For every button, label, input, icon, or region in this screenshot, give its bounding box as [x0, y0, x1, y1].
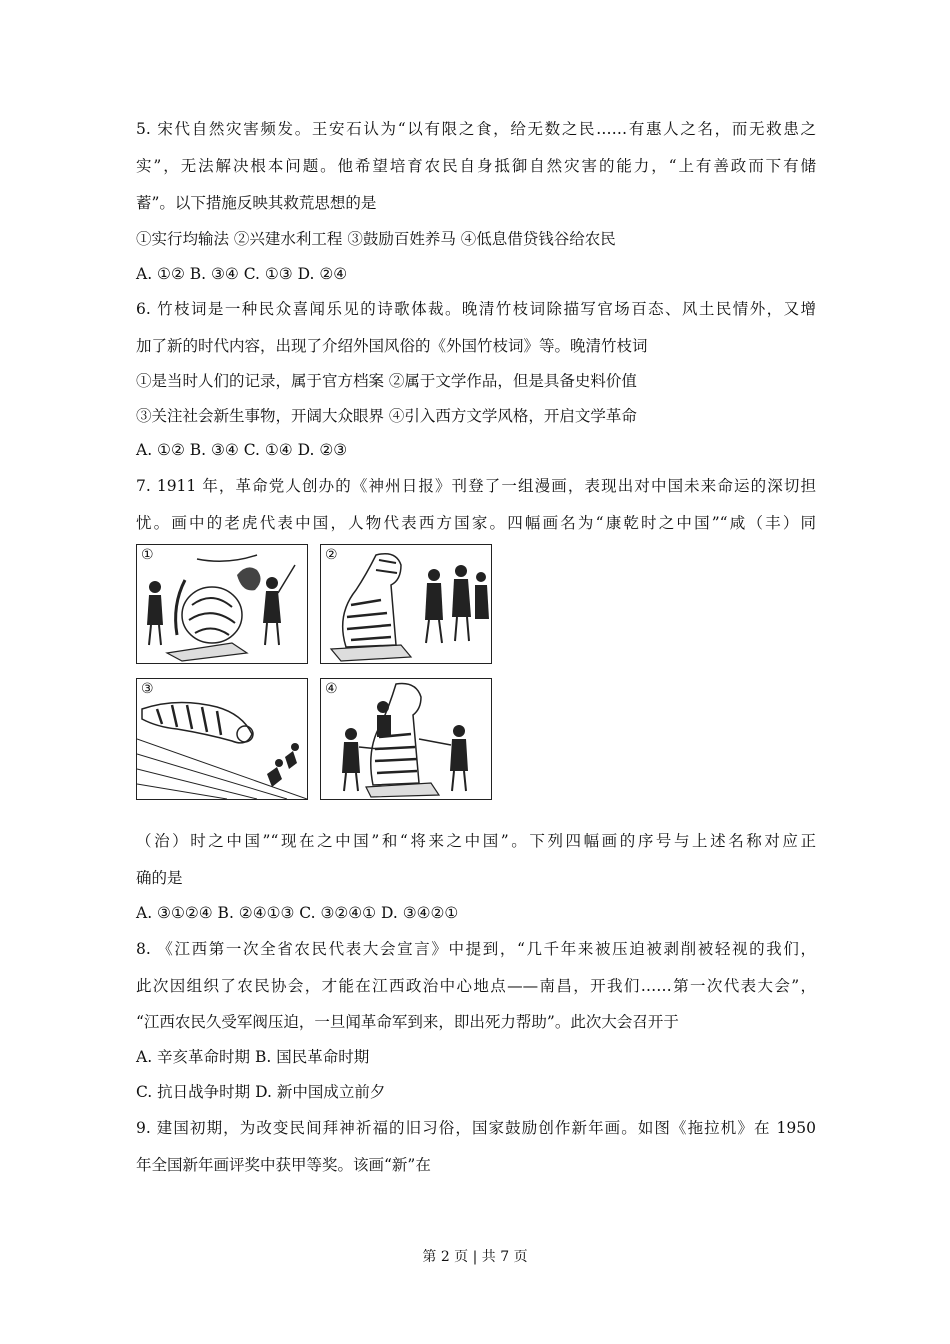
panel-number-2: ②	[325, 547, 338, 563]
page-footer: 第 2 页 | 共 7 页	[422, 1249, 528, 1265]
q7-options: A. ③①②④ B. ②④①③ C. ③②④① D. ③④②①	[136, 904, 459, 922]
q7-stem-line-1: 7. 1911 年，革命党人创办的《神州日报》刊登了一组漫画，表现出对中国未来命运的深切担	[136, 477, 816, 495]
q5-options: A. ①② B. ③④ C. ①③ D. ②④	[136, 265, 348, 283]
panel-number-4: ④	[325, 681, 338, 697]
q6-stem-line-1: 6. 竹枝词是一种民众喜闻乐见的诗歌体裁。晚清竹枝词除描写官场百态、风土民情外，又增	[136, 300, 816, 318]
panel-number-1: ①	[141, 547, 154, 563]
cartoon-panel-2	[320, 544, 492, 664]
q7-stem-line-4: 确的是	[136, 869, 183, 887]
q5-stem-line-1: 5. 宋代自然灾害频发。王安石认为“以有限之食，给无数之民……有惠人之名，而无救患之	[136, 120, 816, 138]
panel-4-illustration	[321, 679, 491, 799]
panel-1-illustration	[137, 545, 307, 663]
q6-options: A. ①② B. ③④ C. ①④ D. ②③	[136, 441, 348, 459]
q5-stem-line-3: 蓄”。以下措施反映其救荒思想的是	[136, 194, 377, 212]
q7-stem-line-2: 忧。画中的老虎代表中国，人物代表西方国家。四幅画名为“康乾时之中国”“咸（丰）同	[136, 514, 816, 532]
cartoon-panel-1	[136, 544, 308, 664]
cartoon-panel-3	[136, 678, 308, 800]
q8-stem-line-1: 8. 《江西第一次全省农民代表大会宣言》中提到，“几千年来被压迫被剥削被轻视的我们，	[136, 940, 816, 958]
q8-stem-line-3: “江西农民久受军阀压迫，一旦闻革命军到来，即出死力帮助”。此次大会召开于	[136, 1013, 679, 1031]
q9-stem-line-2: 年全国新年画评奖中获甲等奖。该画“新”在	[136, 1156, 431, 1174]
panel-number-3: ③	[141, 681, 154, 697]
q6-items-2: ③关注社会新生事物，开阔大众眼界 ④引入西方文学风格，开启文学革命	[136, 407, 637, 425]
q8-options-1: A. 辛亥革命时期 B. 国民革命时期	[136, 1048, 370, 1066]
cartoon-panel-4	[320, 678, 492, 800]
q6-items-1: ①是当时人们的记录，属于官方档案 ②属于文学作品，但是具备史料价值	[136, 372, 637, 390]
q8-options-2: C. 抗日战争时期 D. 新中国成立前夕	[136, 1083, 386, 1101]
panel-2-illustration	[321, 545, 491, 663]
q9-stem-line-1: 9. 建国初期，为改变民间拜神祈福的旧习俗，国家鼓励创作新年画。如图《拖拉机》在 1950	[136, 1119, 816, 1137]
panel-3-illustration	[137, 679, 307, 799]
q7-stem-line-3: （治）时之中国”“现在之中国”和“将来之中国”。下列四幅画的序号与上述名称对应正	[136, 832, 816, 850]
q5-stem-line-2: 实”，无法解决根本问题。他希望培育农民自身抵御自然灾害的能力，“上有善政而下有储	[136, 157, 816, 175]
q8-stem-line-2: 此次因组织了农民协会，才能在江西政治中心地点——南昌，开我们……第一次代表大会”，	[136, 977, 816, 995]
q5-items: ①实行均输法 ②兴建水利工程 ③鼓励百姓养马 ④低息借贷钱谷给农民	[136, 230, 616, 248]
q6-stem-line-2: 加了新的时代内容，出现了介绍外国风俗的《外国竹枝词》等。晚清竹枝词	[136, 337, 648, 355]
